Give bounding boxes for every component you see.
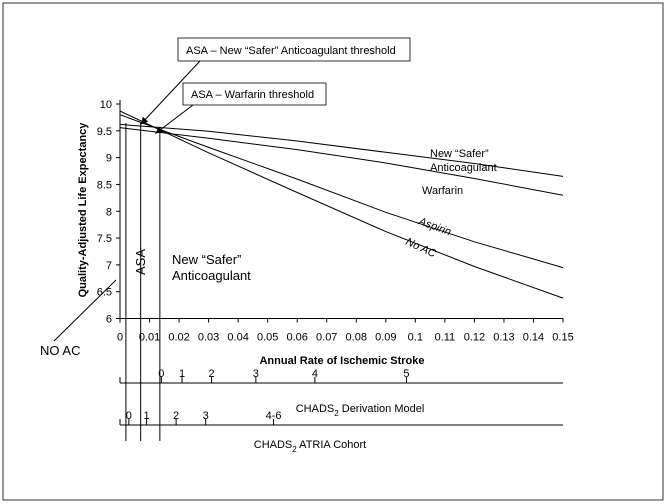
x-tick-label: 0.03 — [197, 331, 220, 344]
secondary-scale-tick-label: 1 — [178, 368, 186, 380]
y-tick-label: 9 — [105, 152, 112, 165]
x-tick-label: 0.15 — [552, 331, 574, 344]
y-axis-title: Quality-Adjusted Life Expectancy — [77, 122, 89, 298]
secondary-scale-tick-label: 2 — [208, 368, 215, 380]
y-tick-label: 10 — [99, 99, 112, 111]
threshold-label-asa: ASA — [133, 248, 148, 276]
y-tick-label: 8.5 — [96, 179, 112, 192]
callout-text-1: ASA – New “Safer” Anticoagulant threshold — [186, 45, 396, 57]
x-tick-label: 0.11 — [434, 331, 456, 344]
secondary-scale-tick-label: 3 — [202, 410, 209, 422]
secondary-scale-tick-label: 4-6 — [265, 410, 282, 422]
y-tick-label: 6 — [105, 313, 112, 326]
x-tick-label: 0.08 — [345, 331, 367, 344]
x-tick-label: 0.05 — [256, 331, 279, 344]
secondary-scale-tick-label: 3 — [252, 368, 259, 380]
series-label-noac: No AC — [403, 235, 438, 261]
secondary-scale-tick-label: 0 — [158, 368, 165, 380]
secondary-scale-title-1: $CHADS_2$ Derivation Model — [295, 403, 425, 418]
x-tick-label: 0.13 — [493, 331, 515, 344]
x-tick-label: 0.01 — [138, 331, 161, 344]
x-tick-label: 0 — [116, 331, 124, 344]
y-tick-label: 8 — [105, 206, 112, 219]
x-tick-label: 0.09 — [375, 331, 397, 344]
y-tick-label: 9.5 — [96, 125, 112, 138]
y-tick-label: 7 — [105, 259, 112, 272]
threshold-label-safer-line-1: New “Safer” — [172, 252, 242, 267]
x-tick-label: 0.04 — [227, 331, 249, 344]
y-tick-label: 7.5 — [96, 233, 112, 246]
x-tick-label: 0.02 — [168, 331, 190, 344]
secondary-scale-tick-label: 5 — [403, 368, 410, 380]
x-tick-label: 0.12 — [463, 331, 486, 344]
series-label-safer: Anticoagulant — [430, 162, 497, 174]
series-label-safer: New “Safer” — [430, 148, 489, 160]
x-axis-title: Annual Rate of Ischemic Stroke — [259, 355, 425, 367]
y-tick-label: 6.5 — [96, 286, 112, 299]
x-tick-label: 0.14 — [522, 331, 545, 344]
series-label-warfarin: Warfarin — [422, 185, 464, 197]
secondary-scale-tick-label: 2 — [173, 410, 180, 422]
secondary-scale-tick-label: 4 — [311, 368, 318, 380]
series-label-aspirin: Aspirin — [416, 215, 453, 239]
secondary-scale-tick-label: 1 — [143, 410, 150, 422]
callout-text-2: ASA – Warfarin threshold — [191, 89, 315, 101]
x-tick-label: 0.1 — [407, 331, 423, 344]
threshold-label-safer-line-2: Anticoagulant — [172, 268, 251, 283]
x-tick-label: 0.07 — [316, 331, 338, 344]
threshold-label-noac: NO AC — [40, 343, 81, 358]
secondary-scale-tick-label: 0 — [125, 410, 132, 422]
x-tick-label: 0.06 — [286, 331, 308, 344]
secondary-scale-title-2: $CHADS_2$ ATRIA Cohort — [253, 439, 367, 454]
